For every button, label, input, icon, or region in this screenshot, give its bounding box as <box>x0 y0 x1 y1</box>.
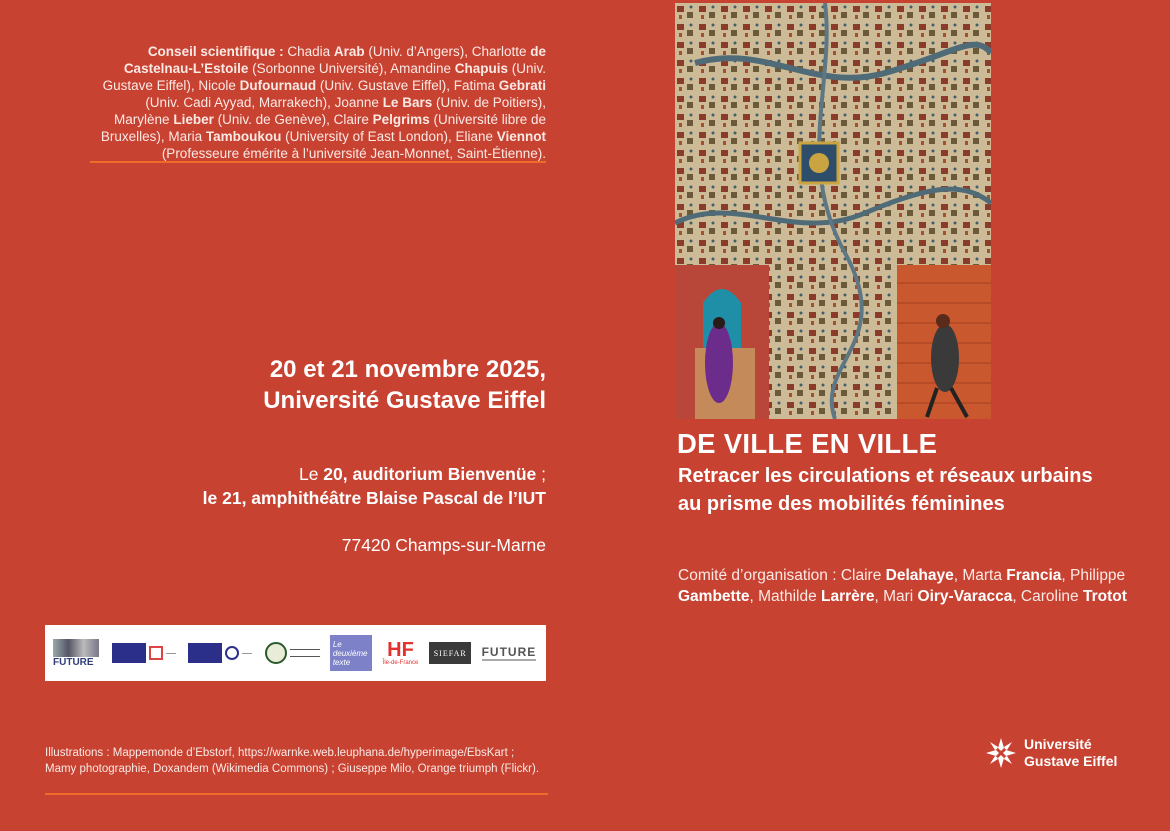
scientific-committee-member <box>195 78 450 93</box>
member-last-name: de Castelnau-L’Estoile <box>123 44 546 76</box>
event-subtitle <box>678 462 1158 518</box>
event-venue <box>120 462 546 510</box>
member-separator: , <box>953 567 959 584</box>
cia-future-text: FUTURE <box>53 656 94 668</box>
uge-star-icon <box>984 736 1018 770</box>
scientific-committee-member <box>287 44 468 59</box>
cover-illustration <box>675 3 991 419</box>
seal-logo <box>263 638 321 668</box>
member-last-name: Pelgrims <box>372 112 430 127</box>
future-logo <box>480 641 538 665</box>
member-last-name: Larrère <box>821 588 875 605</box>
divider-bottom <box>45 793 548 795</box>
member-first-name: Mari <box>878 588 918 605</box>
venue-day1-prefix: Le <box>298 464 324 484</box>
event-university: Université Gustave Eiffel <box>263 387 546 414</box>
partner-mark <box>149 646 163 660</box>
uge-brand-line-1: Université <box>1024 736 1092 752</box>
partner-mark <box>225 646 239 660</box>
venue-day1-place: 20, auditorium Bienvenüe <box>323 464 537 484</box>
member-first-name: Fatima <box>449 78 499 93</box>
member-first-name: Marta <box>958 567 1007 584</box>
event-subtitle-line-2: au prisme des mobilités féminines <box>678 493 1005 515</box>
member-affiliation: (Université libre de Bruxelles), <box>100 112 546 144</box>
member-affiliation: (Univ. de Genève), <box>213 112 330 127</box>
organising-committee-member <box>754 588 879 605</box>
organising-committee-label: Comité d’organisation : <box>678 567 837 584</box>
member-last-name: Francia <box>1006 567 1062 584</box>
member-affiliation: (Univ. d’Angers), <box>364 44 468 59</box>
venue-day2 <box>120 486 546 510</box>
venue-day1 <box>120 462 546 486</box>
organising-committee <box>678 565 1148 607</box>
member-separator: , <box>1061 567 1066 584</box>
member-first-name: Joanne <box>330 95 383 110</box>
member-affiliation: (Univ. Cadi Ayyad, Marrakech), <box>145 95 331 110</box>
member-affiliation: (Professeure émérite à l’université Jean-Monnet, Saint-Étienne). <box>161 146 546 161</box>
member-first-name: Claire <box>329 112 373 127</box>
member-first-name: Marylène <box>114 112 174 127</box>
scientific-committee-label: Conseil scientifique : <box>147 44 284 59</box>
member-last-name: Gambette <box>678 588 750 605</box>
member-affiliation: (Univ. de Poitiers), <box>432 95 546 110</box>
member-first-name: Philippe <box>1065 567 1126 584</box>
member-first-name: Maria <box>164 129 206 144</box>
uge-block <box>188 643 222 663</box>
scientific-committee-member <box>114 112 330 127</box>
member-first-name: Amandine <box>387 61 455 76</box>
event-address: 77420 Champs-sur-Marne <box>341 535 546 555</box>
member-affiliation: (Univ. Gustave Eiffel), <box>316 78 450 93</box>
event-subtitle-line-1: Retracer les circulations et réseaux urbains <box>678 465 1093 487</box>
deuxieme-texte-logo: Le deuxième texte <box>330 635 372 671</box>
hf-logo <box>381 635 421 671</box>
organising-committee-member <box>879 588 1017 605</box>
member-last-name: Dufournaud <box>239 78 317 93</box>
member-last-name: Tamboukou <box>205 129 282 144</box>
uge-block <box>112 643 146 663</box>
member-first-name: Chadia <box>287 44 334 59</box>
event-title: DE VILLE EN VILLE <box>677 428 938 459</box>
member-affiliation: (Univ. Gustave Eiffel), <box>102 61 546 93</box>
hf-text: HF <box>387 639 414 661</box>
organising-committee-member <box>841 567 958 584</box>
member-first-name: Claire <box>840 567 886 584</box>
cia-photo <box>53 639 99 657</box>
photo-left-figure <box>705 323 733 403</box>
member-first-name: Eliane <box>451 129 497 144</box>
venue-day2-place: le 21, amphithéâtre Blaise Pascal de l’IUT <box>202 488 546 508</box>
member-first-name: Mathilde <box>753 588 822 605</box>
member-last-name: Chapuis <box>454 61 508 76</box>
uge-brand-name <box>1024 736 1117 770</box>
member-first-name: Caroline <box>1016 588 1083 605</box>
scientific-committee-members <box>101 44 546 161</box>
member-affiliation: (Sorbonne Université), <box>248 61 388 76</box>
member-first-name: Nicole <box>194 78 240 93</box>
divider-top <box>90 161 546 163</box>
uge-brand-logo <box>984 733 1144 773</box>
partner-logos-strip <box>45 625 546 681</box>
uge-partner-logo-1 <box>110 641 178 665</box>
scientific-committee-member <box>331 95 546 110</box>
seal-icon <box>265 642 287 664</box>
member-separator: , <box>874 588 879 605</box>
member-separator: , <box>749 588 754 605</box>
photo-right-figure <box>931 324 959 392</box>
future-text: FUTURE <box>481 645 537 659</box>
uge-brand-line-2: Gustave Eiffel <box>1024 753 1118 769</box>
uge-partner-logo-2 <box>186 641 254 665</box>
siefar-logo: SIEFAR <box>429 642 471 664</box>
partner-line <box>242 653 252 654</box>
organising-committee-member <box>958 567 1066 584</box>
organising-committee-member <box>1017 588 1127 605</box>
event-dates: 20 et 21 novembre 2025, <box>269 356 546 383</box>
cover-collage <box>675 3 991 419</box>
member-last-name: Oiry-Varacca <box>917 588 1013 605</box>
member-separator: , <box>1012 588 1017 605</box>
cia-future-logo <box>53 636 101 670</box>
member-last-name: Trotot <box>1082 588 1127 605</box>
scientific-committee-member <box>165 129 452 144</box>
illustration-credits: Illustrations : Mappemonde d’Ebstorf, https://warnke.web.leuphana.de/hyperimage/EbsKart ; Mamy photographie, Doxandem (Wikimedia Commons) ; Giuseppe Milo, Orange triumph (Flickr). <box>45 747 540 775</box>
venue-day1-suffix: ; <box>536 464 546 484</box>
seal-text-lines <box>290 649 320 657</box>
member-last-name: Viennot <box>496 129 546 144</box>
member-last-name: Lieber <box>173 112 214 127</box>
photo-right-head <box>936 314 950 328</box>
scientific-committee <box>88 43 546 162</box>
member-affiliation: (University of East London), <box>281 129 452 144</box>
event-dates-block <box>150 354 546 416</box>
photo-left-head <box>713 317 725 329</box>
future-underline <box>482 659 536 661</box>
partner-line <box>166 653 176 654</box>
hf-subtext: Île-de-France <box>382 660 419 666</box>
member-last-name: Arab <box>333 44 365 59</box>
member-last-name: Delahaye <box>885 567 954 584</box>
member-last-name: Le Bars <box>382 95 433 110</box>
member-last-name: Gebrati <box>498 78 546 93</box>
member-first-name: Charlotte <box>467 44 531 59</box>
map-emblem-center <box>809 153 829 173</box>
